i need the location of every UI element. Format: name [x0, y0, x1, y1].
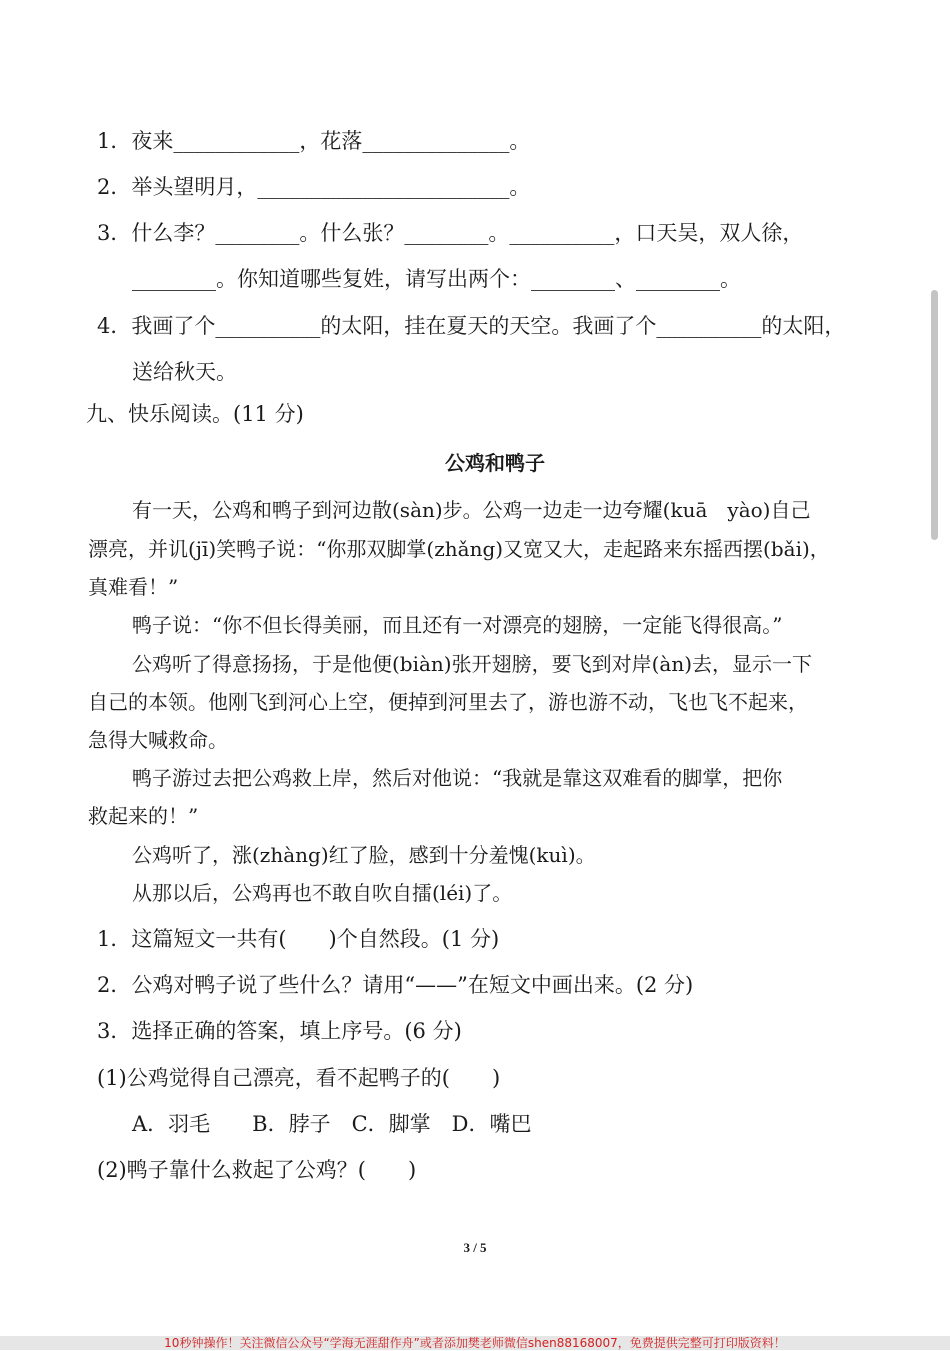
fill-item-4: 4．我画了个__________的太阳，挂在夏天的天空。我画了个__________的太阳， — [97, 314, 846, 338]
fill-item-4-cont: 送给秋天。 — [132, 360, 237, 384]
story-line: 急得大喊救命。 — [88, 728, 228, 752]
fill-item-1: 1．夜来____________，花落______________。 — [97, 129, 531, 153]
story-title: 公鸡和鸭子 — [445, 451, 545, 475]
story-line: 漂亮，并讥(jī)笑鸭子说：“你那双脚掌(zhǎng)又宽又大，走起路来东摇西摆(bǎi)， — [88, 537, 830, 561]
sub-question-2: (2)鸭子靠什么救起了公鸡？( ) — [97, 1158, 417, 1182]
story-line: 真难看！” — [88, 575, 179, 599]
question-1: 1．这篇短文一共有( )个自然段。(1 分) — [97, 927, 500, 951]
story-line: 有一天，公鸡和鸭子到河边散(sàn)步。公鸡一边走一边夸耀(kuā yào)自己 — [132, 498, 811, 522]
question-2: 2．公鸡对鸭子说了些什么？请用“——”在短文中画出来。(2 分) — [97, 973, 694, 997]
story-line: 救起来的！” — [88, 804, 199, 828]
story-line: 鸭子说：“你不但长得美丽，而且还有一对漂亮的翅膀，一定能飞得很高。” — [132, 613, 783, 637]
story-line: 从那以后，公鸡再也不敢自吹自擂(léi)了。 — [132, 881, 513, 905]
story-line: 公鸡听了，涨(zhàng)红了脸，感到十分羞愧(kuì)。 — [132, 843, 596, 867]
answer-options: A．羽毛 B．脖子 C．脚掌 D．嘴巴 — [132, 1112, 532, 1136]
question-3: 3．选择正确的答案，填上序号。(6 分) — [97, 1019, 462, 1043]
sub-question-1: (1)公鸡觉得自己漂亮，看不起鸭子的( ) — [97, 1066, 501, 1090]
footer-promo-text: 10秒钟操作！关注微信公众号“学海无涯甜作舟”或者添加樊老师微信shen88168007，免费提供完整可打印版资料！ — [164, 1336, 786, 1350]
page-number: 3 / 5 — [463, 1240, 487, 1255]
section-heading: 九、快乐阅读。(11 分) — [86, 402, 304, 426]
story-line: 鸭子游过去把公鸡救上岸，然后对他说：“我就是靠这双难看的脚掌，把你 — [132, 766, 783, 790]
fill-item-2: 2．举头望明月，________________________。 — [97, 175, 531, 199]
scrollbar-thumb[interactable] — [931, 290, 938, 540]
story-line: 自己的本领。他刚飞到河心上空，便掉到河里去了，游也游不动，飞也飞不起来， — [88, 690, 808, 714]
fill-item-3-cont: ________。你知道哪些复姓，请写出两个：________、________。 — [132, 267, 741, 291]
story-line: 公鸡听了得意扬扬，于是他便(biàn)张开翅膀，要飞到对岸(àn)去，显示一下 — [132, 652, 813, 676]
fill-item-3: 3．什么李？________。什么张？________。__________，口天吴，双人徐， — [97, 221, 804, 245]
